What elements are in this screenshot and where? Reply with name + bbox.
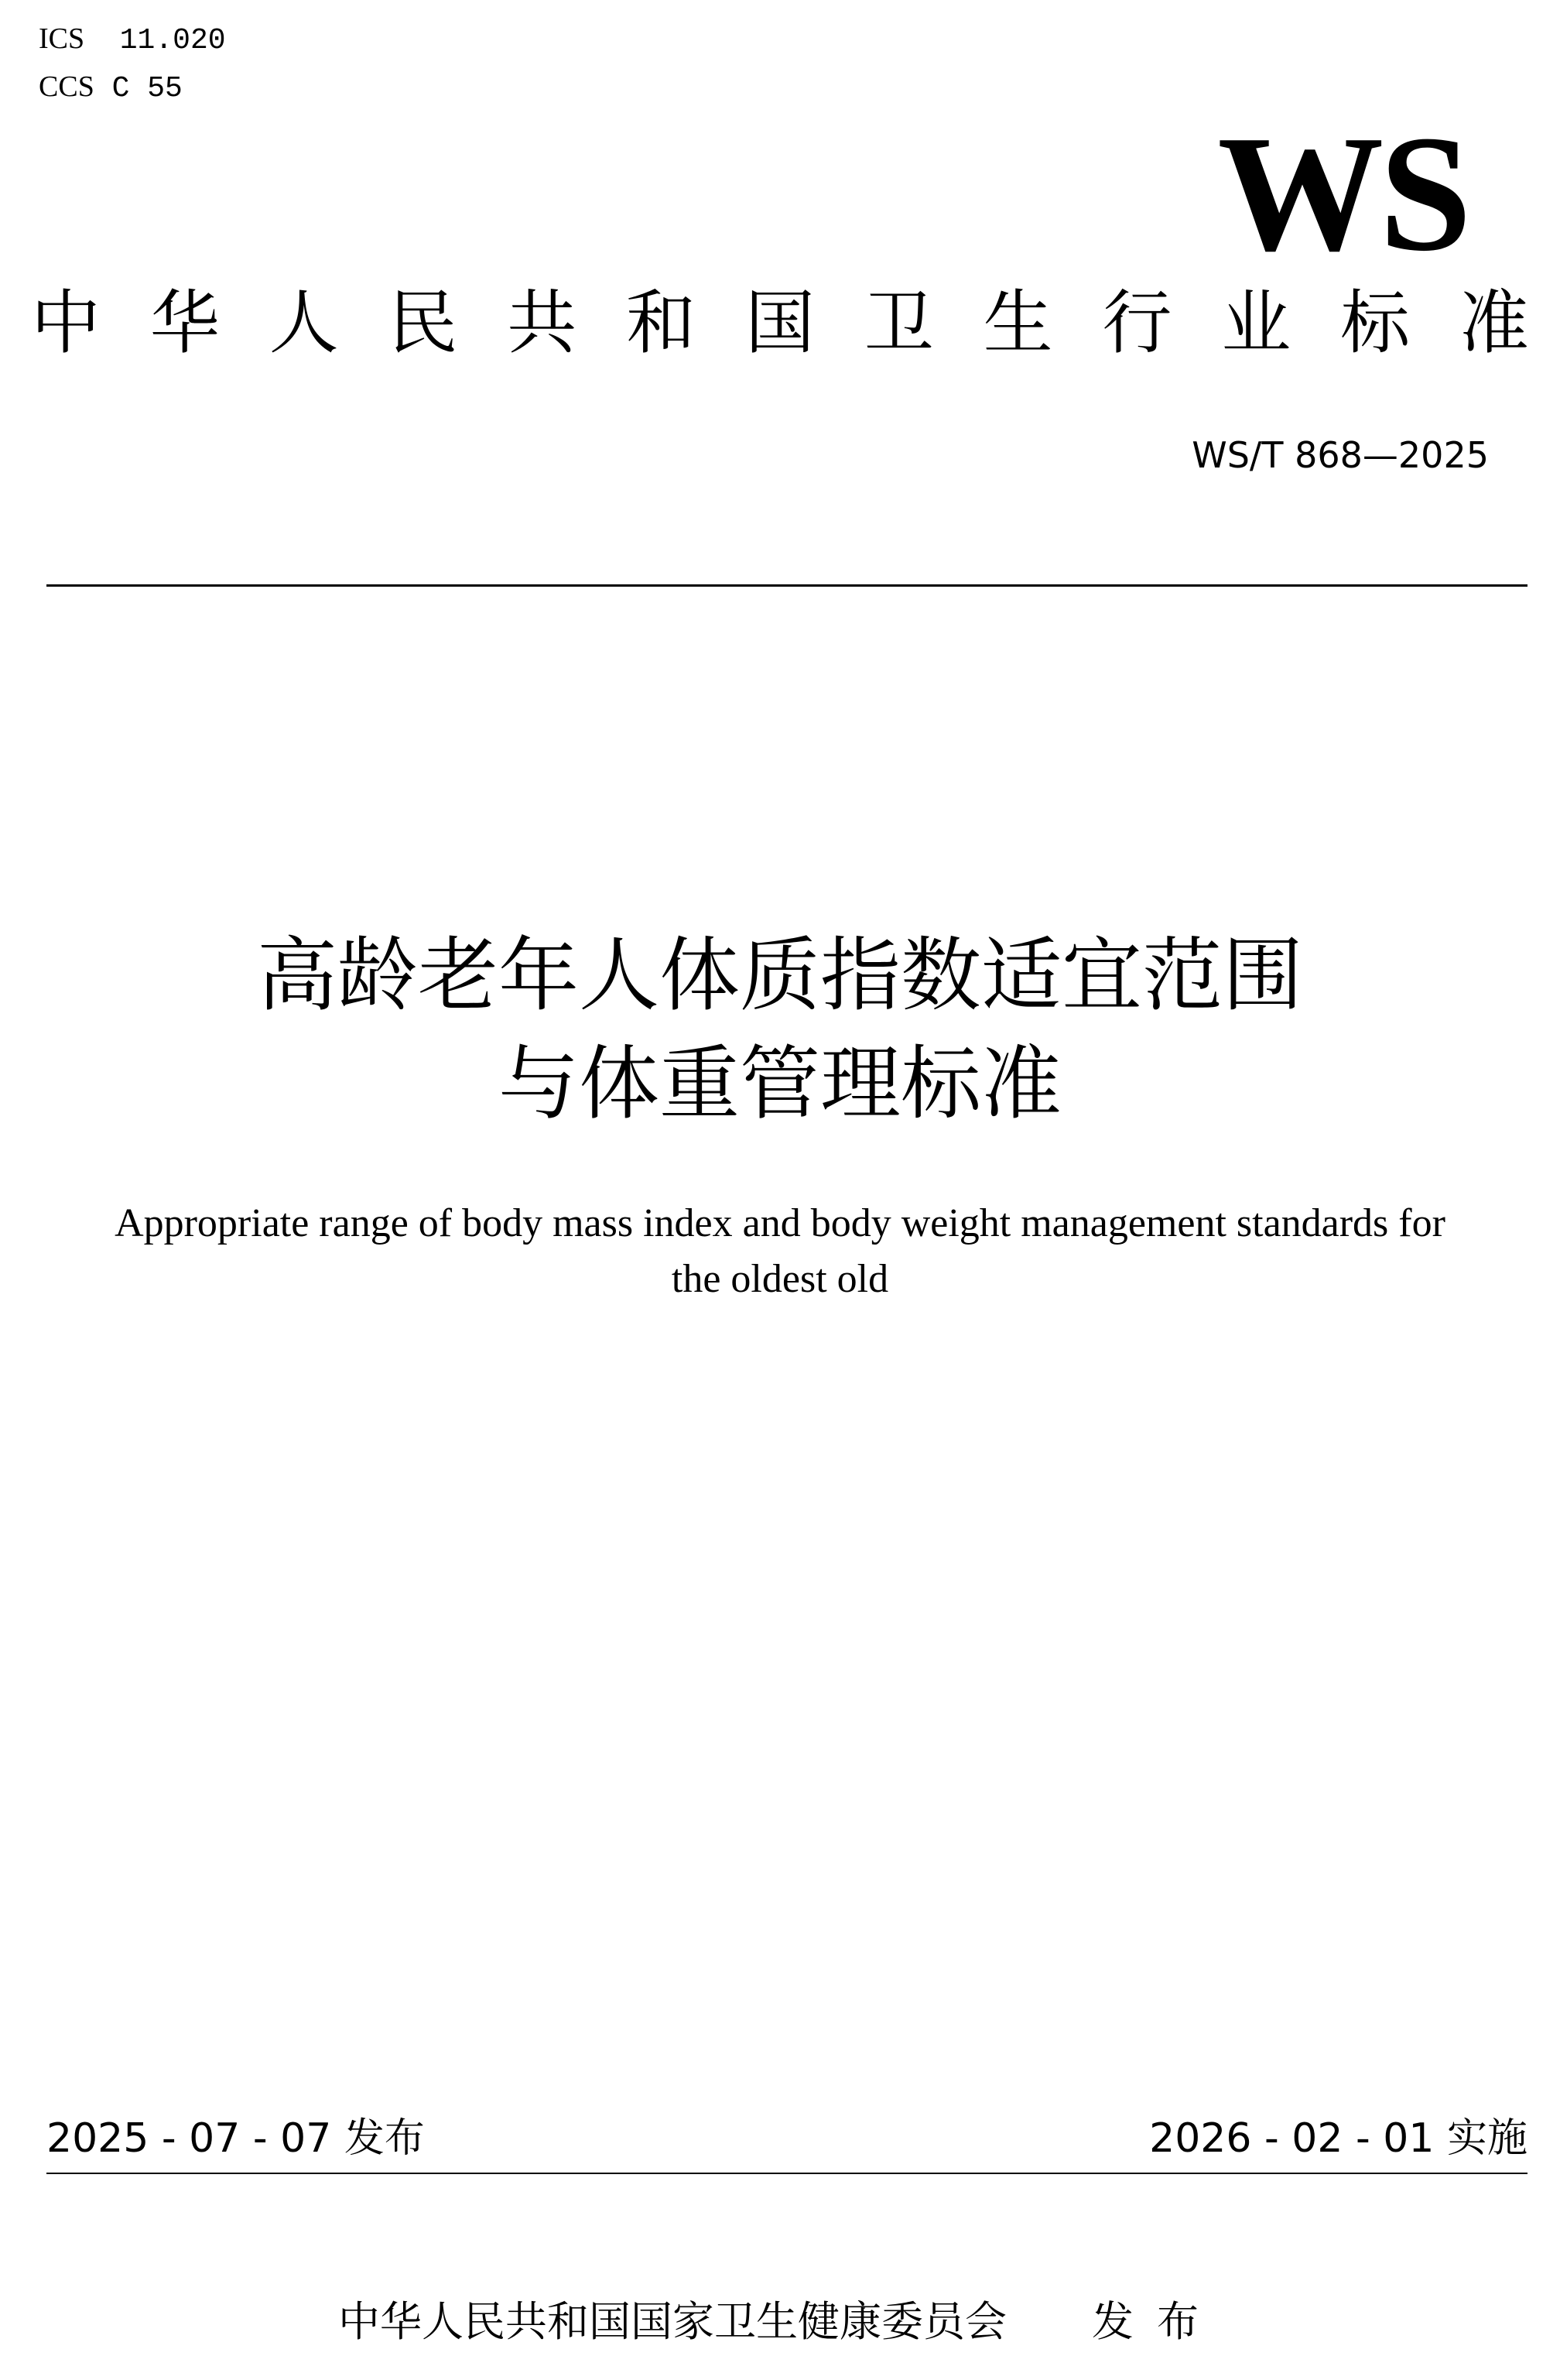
industry-title-char: 华 [149,283,220,364]
industry-title-char: 行 [1102,283,1172,364]
issuer-row [0,2295,1560,2349]
ics-code: 11.020 [119,24,226,57]
ics-label: ICS [39,22,85,55]
industry-title-char: 中 [31,283,101,364]
ics-code-line [39,22,226,58]
top-divider [46,584,1528,587]
ccs-code-line [39,70,183,106]
industry-title-char: 和 [626,283,696,364]
industry-title-char: 共 [507,283,577,364]
industry-title-char: 民 [388,283,458,364]
chinese-title-line-1: 高龄老年人体质指数适宜范围 [256,928,1303,1022]
ccs-label: CCS [39,70,94,103]
ccs-code: C 55 [111,72,183,105]
industry-standard-title [31,285,1529,362]
english-title-line-2: the oldest old [671,1257,889,1301]
industry-title-char: 人 [269,283,339,364]
chinese-title-line-2: 与体重管理标准 [498,1036,1062,1131]
industry-title-char: 国 [744,283,815,364]
implementation-date: 2026 - 02 - 01 实施 [1149,2115,1528,2162]
issue-date: 2025 - 07 - 07 发布 [46,2115,425,2162]
industry-title-char: 业 [1221,283,1291,364]
industry-title-char: 准 [1459,283,1529,364]
issuer-action: 发布 [1092,2297,1222,2346]
ws-logo-mark: WS [1217,101,1467,286]
english-title-line-1: Appropriate range of body mass index and body weight management standards for [115,1201,1445,1245]
issuer-organization: 中华人民共和国国家卫生健康委员会 [338,2297,1007,2346]
standard-number: WS/T 868—2025 [1192,434,1489,476]
industry-title-char: 标 [1340,283,1411,364]
bottom-divider [46,2173,1528,2174]
industry-title-char: 生 [983,283,1053,364]
industry-title-char: 卫 [864,283,934,364]
